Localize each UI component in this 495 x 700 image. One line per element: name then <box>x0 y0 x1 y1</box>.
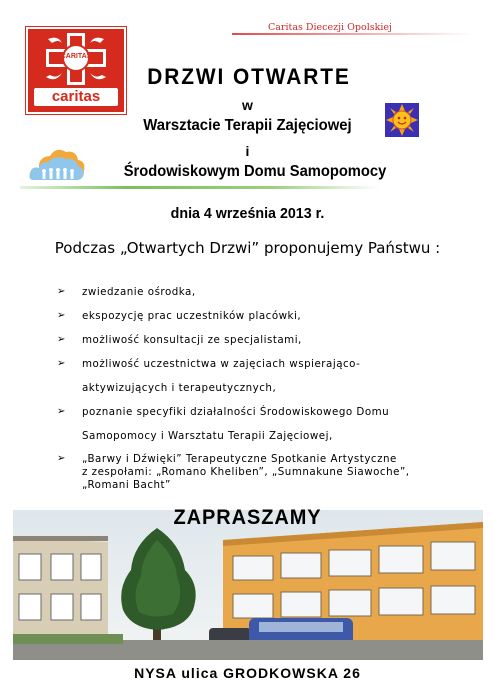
invitation-heading: ZAPRASZAMY <box>173 506 322 529</box>
title-connector-w: w <box>242 97 253 113</box>
header-divider <box>232 33 472 35</box>
list-item: ➢ poznanie specyfiki działalności Środowiskowego Domu Samopomocy i Warsztatu Terapii Zajęciowej, <box>52 400 462 448</box>
list-item: ➢ ekspozycję prac uczestników placówki, <box>52 304 462 328</box>
bullet-arrow-icon: ➢ <box>57 453 66 464</box>
list-item: ➢ możliwość konsultacji ze specjalistami, <box>52 328 462 352</box>
event-date: dnia 4 września 2013 r. <box>170 205 325 222</box>
bullet-arrow-icon: ➢ <box>57 310 66 321</box>
offer-list <box>52 280 462 492</box>
intro-text: Podczas „Otwartych Drzwi” proponujemy Państwu : <box>54 239 441 257</box>
list-item: ➢ możliwość uczestnictwa w zajęciach wspierająco- aktywizujących i terapeutycznych, <box>52 352 462 400</box>
green-divider <box>20 186 380 189</box>
home-title: Środowiskowym Domu Samopomocy <box>123 163 387 180</box>
logo-word: caritas <box>34 88 118 106</box>
event-address: NYSA ulica GRODKOWSKA 26 <box>134 665 361 681</box>
bullet-arrow-icon: ➢ <box>57 358 66 369</box>
sun-logo-icon <box>385 103 419 137</box>
bullet-arrow-icon: ➢ <box>57 334 66 345</box>
logo-ring-text: CARITAS <box>60 53 92 60</box>
list-item: ➢ „Barwy i Dźwięki” Terapeutyczne Spotkanie Artystyczne z zespołami: „Romano Kheliben”, „Sumnakune Siawoche”, „Romani Bacht” <box>57 453 410 491</box>
bullet-arrow-icon: ➢ <box>57 406 66 417</box>
main-title: DRZWI OTWARTE <box>147 64 351 89</box>
workshop-title: Warsztacie Terapii Zajęciowej <box>143 117 352 134</box>
organization-name: Caritas Diecezji Opolskiej <box>268 22 392 33</box>
title-connector-i: i <box>245 143 250 159</box>
building-photo <box>13 510 483 660</box>
bullet-arrow-icon: ➢ <box>57 286 66 297</box>
list-item: ➢ zwiedzanie ośrodka, <box>52 280 462 304</box>
cloud-people-logo-icon <box>28 140 86 190</box>
